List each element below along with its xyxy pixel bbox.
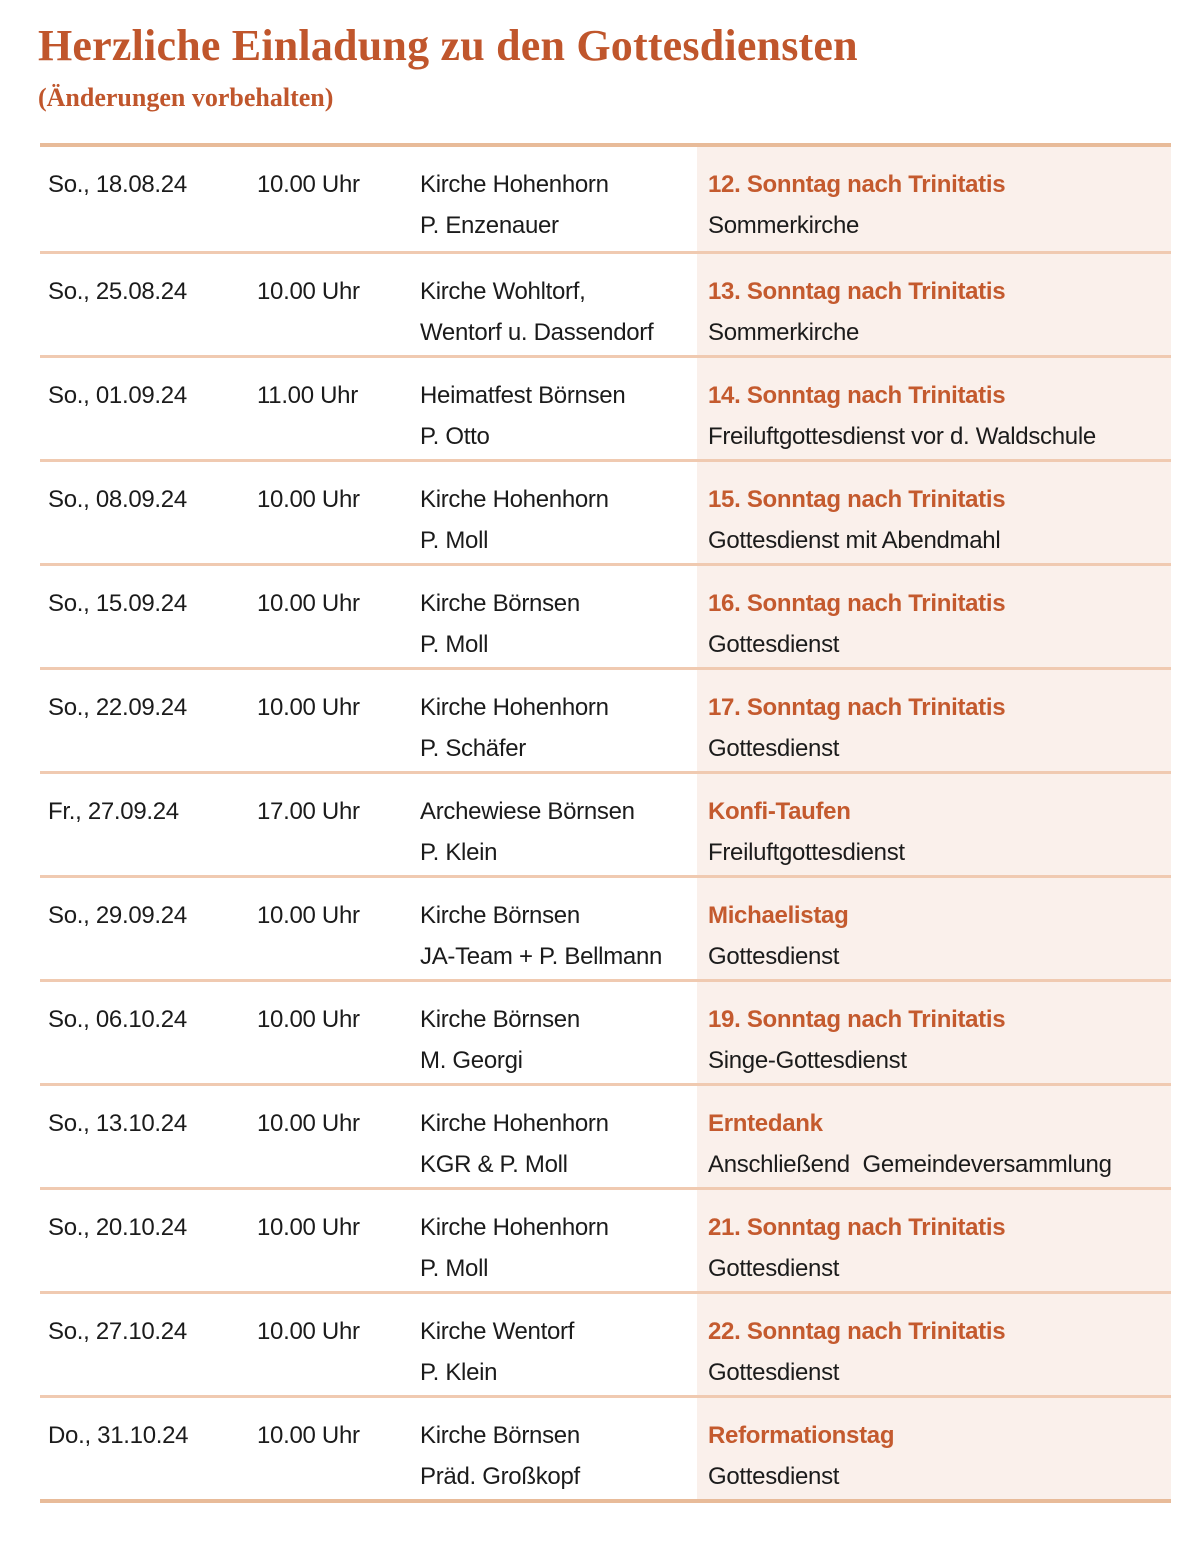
leader-text: P. Moll bbox=[420, 527, 489, 554]
row-location bbox=[420, 878, 697, 979]
time-text: 10.00 Uhr bbox=[257, 1214, 360, 1241]
leader-text: JA-Team + P. Bellmann bbox=[420, 943, 663, 970]
location-text: Kirche Börnsen bbox=[420, 902, 580, 929]
occasion-title-text: 14. Sonntag nach Trinitatis bbox=[708, 382, 1006, 409]
occasion-description-text: Gottesdienst mit Abendmahl bbox=[708, 527, 1001, 554]
occasion-title-text: 13. Sonntag nach Trinitatis bbox=[708, 278, 1006, 305]
leader-text: KGR & P. Moll bbox=[420, 1151, 568, 1178]
occasion-title-text: 15. Sonntag nach Trinitatis bbox=[708, 486, 1006, 513]
row-time bbox=[257, 1190, 420, 1291]
row-location bbox=[420, 566, 697, 667]
row-occasion bbox=[697, 1294, 1171, 1395]
date-text: So., 27.10.24 bbox=[48, 1318, 187, 1345]
location-text: Heimatfest Börnsen bbox=[420, 382, 626, 409]
date-text: So., 18.08.24 bbox=[48, 171, 187, 198]
row-date bbox=[40, 670, 257, 771]
time-text: 10.00 Uhr bbox=[257, 694, 360, 721]
date-text: So., 22.09.24 bbox=[48, 694, 187, 721]
row-location bbox=[420, 1294, 697, 1395]
date-text: So., 13.10.24 bbox=[48, 1110, 187, 1137]
table-row bbox=[40, 667, 1171, 771]
row-time bbox=[257, 878, 420, 979]
date-text: Do., 31.10.24 bbox=[48, 1422, 189, 1449]
occasion-description-text: Singe-Gottesdienst bbox=[708, 1047, 907, 1074]
leader-text: Wentorf u. Dassendorf bbox=[420, 319, 654, 346]
row-date bbox=[40, 982, 257, 1083]
table-row bbox=[40, 563, 1171, 667]
row-date bbox=[40, 878, 257, 979]
row-occasion bbox=[697, 1086, 1171, 1187]
row-time bbox=[257, 774, 420, 875]
occasion-description-text: Freiluftgottesdienst vor d. Waldschule bbox=[708, 423, 1096, 450]
occasion-title-text: Erntedank bbox=[708, 1110, 823, 1137]
leader-text: Präd. Großkopf bbox=[420, 1463, 580, 1490]
row-occasion bbox=[697, 670, 1171, 771]
row-date bbox=[40, 254, 257, 355]
row-date bbox=[40, 1190, 257, 1291]
row-time bbox=[257, 566, 420, 667]
occasion-title-text: 19. Sonntag nach Trinitatis bbox=[708, 1006, 1006, 1033]
location-text: Kirche Börnsen bbox=[420, 1006, 580, 1033]
row-location bbox=[420, 670, 697, 771]
leader-text: P. Otto bbox=[420, 423, 490, 450]
row-time bbox=[257, 670, 420, 771]
table-row bbox=[40, 979, 1171, 1083]
row-occasion bbox=[697, 1398, 1171, 1499]
leader-text: P. Klein bbox=[420, 839, 498, 866]
row-location bbox=[420, 774, 697, 875]
occasion-description-text: Gottesdienst bbox=[708, 631, 840, 658]
row-location bbox=[420, 1190, 697, 1291]
row-time bbox=[257, 1086, 420, 1187]
date-text: So., 08.09.24 bbox=[48, 486, 187, 513]
page-subtitle: (Änderungen vorbehalten) bbox=[38, 83, 334, 112]
location-text: Kirche Hohenhorn bbox=[420, 1110, 609, 1137]
occasion-title-text: 17. Sonntag nach Trinitatis bbox=[708, 694, 1006, 721]
leader-text: P. Klein bbox=[420, 1359, 498, 1386]
table-row bbox=[40, 147, 1171, 251]
table-row bbox=[40, 875, 1171, 979]
occasion-description-text: Freiluftgottesdienst bbox=[708, 839, 905, 866]
occasion-description-text: Sommerkirche bbox=[708, 319, 860, 346]
date-text: So., 20.10.24 bbox=[48, 1214, 187, 1241]
location-text: Archewiese Börnsen bbox=[420, 798, 635, 825]
row-time bbox=[257, 358, 420, 459]
row-date bbox=[40, 774, 257, 875]
table-row bbox=[40, 1291, 1171, 1395]
date-text: So., 01.09.24 bbox=[48, 382, 187, 409]
leader-text: P. Schäfer bbox=[420, 735, 526, 762]
row-occasion bbox=[697, 254, 1171, 355]
table-row bbox=[40, 771, 1171, 875]
table-row bbox=[40, 355, 1171, 459]
table-row bbox=[40, 1187, 1171, 1291]
row-occasion bbox=[697, 462, 1171, 563]
occasion-description-text: Gottesdienst bbox=[708, 943, 840, 970]
occasion-title-text: Reformationstag bbox=[708, 1422, 895, 1449]
row-occasion bbox=[697, 147, 1171, 251]
leader-text: P. Enzenauer bbox=[420, 212, 559, 239]
time-text: 10.00 Uhr bbox=[257, 1422, 360, 1449]
date-text: So., 29.09.24 bbox=[48, 902, 187, 929]
time-text: 10.00 Uhr bbox=[257, 590, 360, 617]
date-text: So., 25.08.24 bbox=[48, 278, 187, 305]
occasion-description-text: Anschließend Gemeindeversammlung bbox=[708, 1151, 1112, 1178]
row-occasion bbox=[697, 358, 1171, 459]
row-time bbox=[257, 1398, 420, 1499]
row-location bbox=[420, 462, 697, 563]
row-date bbox=[40, 566, 257, 667]
location-text: Kirche Wentorf bbox=[420, 1318, 575, 1345]
leader-text: M. Georgi bbox=[420, 1047, 523, 1074]
row-location bbox=[420, 982, 697, 1083]
occasion-title-text: Konfi-Taufen bbox=[708, 798, 851, 825]
occasion-description-text: Gottesdienst bbox=[708, 1463, 840, 1490]
location-text: Kirche Hohenhorn bbox=[420, 171, 609, 198]
row-occasion bbox=[697, 982, 1171, 1083]
row-location bbox=[420, 254, 697, 355]
row-location bbox=[420, 147, 697, 251]
service-schedule-table bbox=[40, 143, 1171, 1503]
table-row bbox=[40, 459, 1171, 563]
time-text: 10.00 Uhr bbox=[257, 1318, 360, 1345]
table-row bbox=[40, 1395, 1171, 1499]
row-date bbox=[40, 1398, 257, 1499]
time-text: 10.00 Uhr bbox=[257, 1110, 360, 1137]
row-occasion bbox=[697, 878, 1171, 979]
time-text: 10.00 Uhr bbox=[257, 1006, 360, 1033]
row-time bbox=[257, 982, 420, 1083]
date-text: So., 15.09.24 bbox=[48, 590, 187, 617]
time-text: 10.00 Uhr bbox=[257, 278, 360, 305]
row-time bbox=[257, 462, 420, 563]
occasion-description-text: Sommerkirche bbox=[708, 212, 860, 239]
row-date bbox=[40, 462, 257, 563]
row-date bbox=[40, 1294, 257, 1395]
location-text: Kirche Börnsen bbox=[420, 1422, 580, 1449]
location-text: Kirche Hohenhorn bbox=[420, 486, 609, 513]
location-text: Kirche Hohenhorn bbox=[420, 694, 609, 721]
date-text: So., 06.10.24 bbox=[48, 1006, 187, 1033]
time-text: 10.00 Uhr bbox=[257, 902, 360, 929]
row-date bbox=[40, 358, 257, 459]
occasion-title-text: Michaelistag bbox=[708, 902, 849, 929]
location-text: Kirche Hohenhorn bbox=[420, 1214, 609, 1241]
occasion-title-text: 16. Sonntag nach Trinitatis bbox=[708, 590, 1006, 617]
row-date bbox=[40, 1086, 257, 1187]
row-date bbox=[40, 147, 257, 251]
row-occasion bbox=[697, 774, 1171, 875]
document-header bbox=[38, 18, 858, 116]
occasion-description-text: Gottesdienst bbox=[708, 1255, 840, 1282]
occasion-title-text: 22. Sonntag nach Trinitatis bbox=[708, 1318, 1006, 1345]
row-location bbox=[420, 358, 697, 459]
row-occasion bbox=[697, 566, 1171, 667]
leader-text: P. Moll bbox=[420, 1255, 489, 1282]
row-time bbox=[257, 254, 420, 355]
row-location bbox=[420, 1398, 697, 1499]
row-location bbox=[420, 1086, 697, 1187]
time-text: 11.00 Uhr bbox=[257, 382, 358, 409]
table-row bbox=[40, 1083, 1171, 1187]
time-text: 10.00 Uhr bbox=[257, 171, 360, 198]
location-text: Kirche Wohltorf, bbox=[420, 278, 586, 305]
occasion-title-text: 12. Sonntag nach Trinitatis bbox=[708, 171, 1006, 198]
location-text: Kirche Börnsen bbox=[420, 590, 580, 617]
occasion-description-text: Gottesdienst bbox=[708, 735, 840, 762]
table-row bbox=[40, 251, 1171, 355]
date-text: Fr., 27.09.24 bbox=[48, 798, 179, 825]
time-text: 17.00 Uhr bbox=[257, 798, 360, 825]
time-text: 10.00 Uhr bbox=[257, 486, 360, 513]
leader-text: P. Moll bbox=[420, 631, 489, 658]
row-time bbox=[257, 147, 420, 251]
row-occasion bbox=[697, 1190, 1171, 1291]
occasion-title-text: 21. Sonntag nach Trinitatis bbox=[708, 1214, 1006, 1241]
occasion-description-text: Gottesdienst bbox=[708, 1359, 840, 1386]
row-time bbox=[257, 1294, 420, 1395]
page-title: Herzliche Einladung zu den Gottesdiensten bbox=[38, 21, 858, 70]
